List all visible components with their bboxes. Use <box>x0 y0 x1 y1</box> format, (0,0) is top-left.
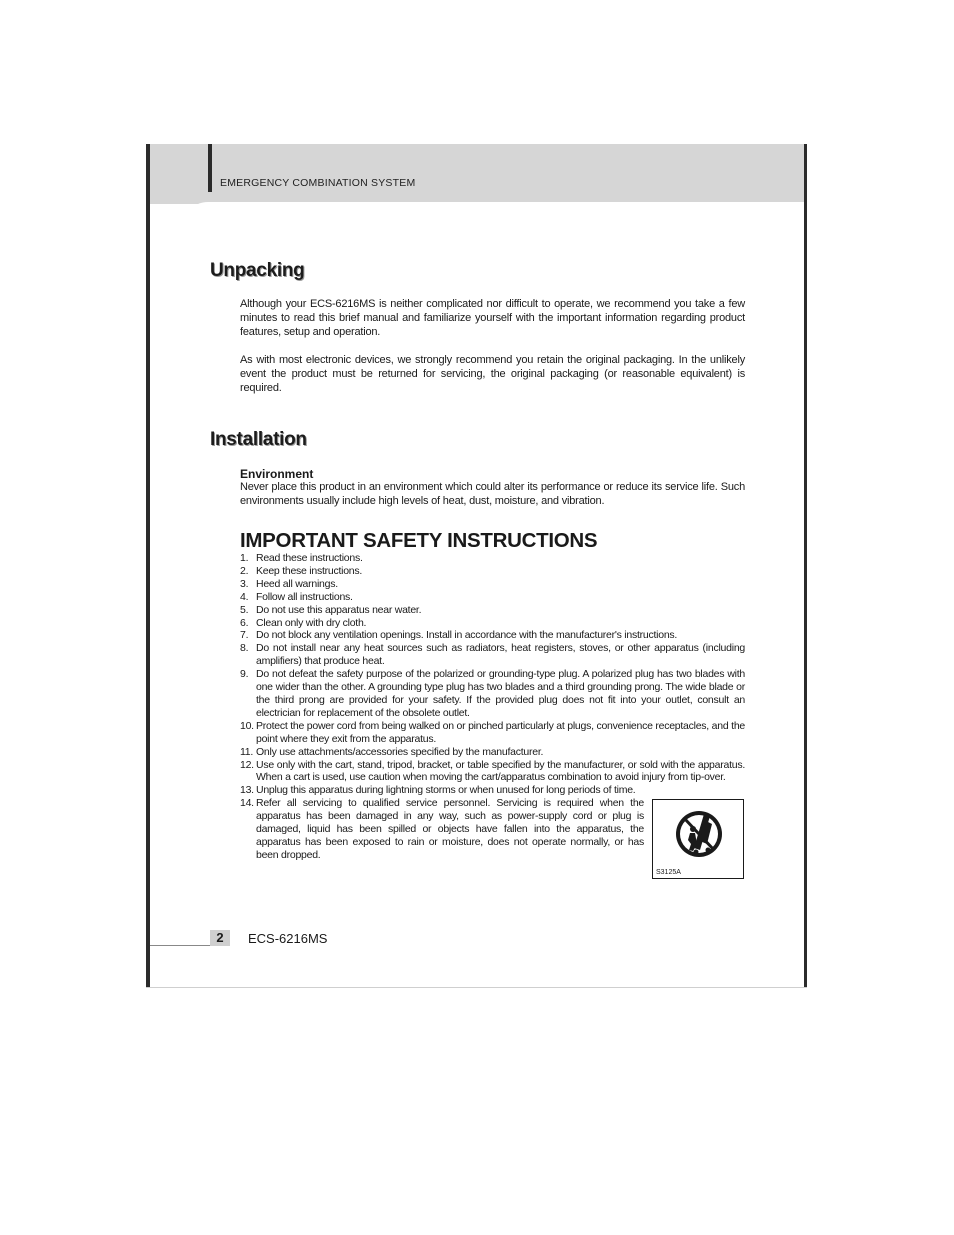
unpacking-paragraph-1: Although your ECS-6216MS is neither complicated nor difficult to operate, we recommend you take a few minutes to read this brief manual and familiarize yourself with the important information regarding product features, setup and operation. <box>240 298 745 339</box>
safety-item: 4. Follow all instructions. <box>240 590 353 603</box>
manual-page <box>146 144 807 988</box>
safety-item: 1. Read these instructions. <box>240 552 363 564</box>
safety-item: 14. Refer all servicing to qualified service personnel. Servicing is required when the apparatus has been damaged in any way, such as power-supply cord or plug is damaged, liquid has been spilled or objects have fallen into the apparatus, the apparatus has been exposed to rain or moisture, does not operate normally, or has been dropped. <box>240 797 644 861</box>
cart-warning-symbol <box>652 799 744 879</box>
environment-paragraph: Never place this product in an environment which could alter its performance or reduce its service life. Such environments usually include high levels of heat, dust, moisture, and vibration. <box>240 481 745 508</box>
safety-item: 11. Only use attachments/accessories specified by the manufacturer. <box>240 745 544 758</box>
safety-item: 5. Do not use this apparatus near water. <box>240 603 422 616</box>
header-title: EMERGENCY COMBINATION SYSTEM <box>220 177 416 189</box>
cart-tip-over-warning-icon <box>674 804 724 864</box>
safety-heading: IMPORTANT SAFETY INSTRUCTIONS <box>240 529 598 552</box>
unpacking-heading: Unpacking <box>210 260 305 281</box>
cart-symbol-code: S3125A <box>656 869 681 876</box>
model-name: ECS-6216MS <box>248 931 328 946</box>
header-mark <box>208 144 212 192</box>
left-border <box>146 144 150 988</box>
installation-heading: Installation <box>210 429 307 450</box>
safety-item: 6. Clean only with dry cloth. <box>240 616 367 629</box>
unpacking-paragraph-2: As with most electronic devices, we strongly recommend you retain the original packaging. In the unlikely event the product must be returned for servicing, the original packaging (or reasonable equivalent) is required. <box>240 354 745 395</box>
safety-item: 13. Unplug this apparatus during lightning storms or when unused for long periods of time. <box>240 784 636 797</box>
safety-item: 8. Do not install near any heat sources such as radiators, heat registers, stoves, or other apparatus (including amplifiers) that produce heat. <box>240 642 745 668</box>
bottom-rule <box>146 987 807 988</box>
safety-item: 3. Heed all warnings. <box>240 577 338 590</box>
safety-item: 7. Do not block any ventilation openings. Install in accordance with the manufacturer's instructions. <box>240 629 678 642</box>
page-number: 2 <box>210 930 230 946</box>
right-border <box>804 144 807 988</box>
safety-item: 9. Do not defeat the safety purpose of the polarized or grounding-type plug. A polarized plug has two blades with one wider than the other. A grounding type plug has two blades and a third grounding prong. The wide blade or the third prong are provided for your safety. If the provided plug does not fit into your outlet, consult an electrician for replacement of the obsolete outlet. <box>240 668 745 719</box>
safety-item: 10. Protect the power cord from being walked on or pinched particularly at plugs, convenience receptacles, and the point where they exit from the apparatus. <box>240 719 745 745</box>
environment-subheading: Environment <box>240 467 314 481</box>
header-band <box>150 144 804 204</box>
safety-item: 12. Use only with the cart, stand, tripod, bracket, or table specified by the manufacturer, or sold with the apparatus. When a cart is used, use caution when moving the cart/apparatus combination to avoid injury from tip-over. <box>240 758 745 784</box>
safety-item: 2. Keep these instructions. <box>240 564 363 577</box>
